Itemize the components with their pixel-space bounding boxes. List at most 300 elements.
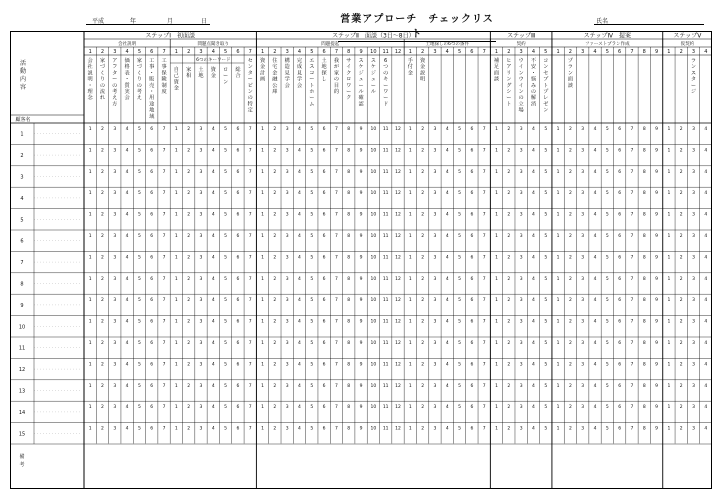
rating-value: 4 bbox=[211, 148, 215, 154]
rating-value: 7 bbox=[334, 319, 338, 325]
rating-value: 2 bbox=[101, 191, 104, 197]
item-label-char: 消 bbox=[530, 101, 537, 108]
item-label-char: 表 bbox=[124, 70, 130, 77]
item-label-char: ー bbox=[370, 82, 376, 89]
rating-value: 8 bbox=[642, 127, 646, 132]
rating-value: 3 bbox=[113, 234, 117, 239]
rating-value: 2 bbox=[507, 383, 511, 389]
item-label-char: 安 bbox=[530, 64, 537, 71]
rating-value: 2 bbox=[507, 234, 511, 239]
rating-value: 1 bbox=[408, 276, 412, 282]
rating-value: 2 bbox=[273, 341, 277, 346]
activity-label-char: 活 bbox=[19, 60, 27, 67]
rating-value: 8 bbox=[642, 191, 646, 197]
rating-value: 1 bbox=[261, 234, 264, 239]
day-label: 日 bbox=[201, 18, 208, 25]
row-number: 14 bbox=[18, 409, 26, 416]
rating-value: 3 bbox=[519, 191, 523, 197]
rating-value: 5 bbox=[544, 405, 548, 411]
item-label-char: イ bbox=[346, 64, 352, 71]
rating-value: 5 bbox=[137, 319, 141, 325]
item-label-char: 金 bbox=[420, 64, 426, 71]
rating-value: 10 bbox=[370, 212, 377, 218]
rating-value: 2 bbox=[187, 426, 191, 432]
item-label-char: づ bbox=[136, 64, 143, 71]
rating-value: 5 bbox=[605, 234, 609, 239]
rating-value: 2 bbox=[679, 298, 683, 304]
rating-value: 1 bbox=[667, 298, 671, 304]
rating-value: 5 bbox=[224, 426, 228, 432]
item-label-char: 成 bbox=[296, 64, 303, 71]
item-label-char: 考 bbox=[112, 89, 118, 95]
row-number: 9 bbox=[20, 302, 24, 309]
rating-value: 5 bbox=[137, 405, 141, 411]
rating-value: 1 bbox=[667, 383, 671, 389]
rating-value: 4 bbox=[125, 276, 129, 282]
rating-value: 9 bbox=[359, 212, 363, 218]
rating-value: 7 bbox=[162, 169, 166, 175]
rating-value: 3 bbox=[199, 191, 203, 197]
rating-value: 6 bbox=[322, 383, 326, 389]
rating-value: 4 bbox=[211, 341, 215, 346]
item-label-char: み bbox=[530, 82, 537, 89]
subgroup-header: 土地探しの6つの条件 bbox=[425, 42, 469, 47]
rating-value: 7 bbox=[482, 255, 486, 261]
column-number: 5 bbox=[457, 49, 462, 55]
rating-value: 2 bbox=[187, 383, 191, 389]
rating-value: 1 bbox=[556, 127, 560, 132]
rating-value: 8 bbox=[347, 276, 351, 282]
item-label-char: 険 bbox=[161, 76, 167, 83]
rating-value: 7 bbox=[248, 127, 252, 132]
rating-value: 7 bbox=[630, 276, 634, 282]
rating-value: 9 bbox=[359, 255, 363, 261]
rating-value: 5 bbox=[544, 127, 548, 132]
rating-value: 5 bbox=[458, 383, 462, 389]
rating-value: 2 bbox=[507, 319, 511, 325]
rating-value: 4 bbox=[704, 191, 708, 197]
rating-value: 6 bbox=[618, 341, 622, 346]
rating-value: 1 bbox=[495, 148, 498, 154]
rating-value: 12 bbox=[395, 255, 401, 261]
rating-value: 4 bbox=[445, 405, 449, 411]
item-label-char: ム bbox=[309, 101, 315, 108]
rating-value: 3 bbox=[581, 341, 585, 346]
rating-value: 6 bbox=[322, 319, 326, 325]
rating-value: 7 bbox=[334, 298, 338, 304]
rating-value: 2 bbox=[421, 426, 425, 432]
rating-value: 1 bbox=[261, 319, 264, 325]
rating-value: 8 bbox=[642, 405, 646, 411]
rating-value: 5 bbox=[544, 234, 548, 239]
column-number: 11 bbox=[382, 49, 389, 55]
item-label-char: 立 bbox=[518, 101, 524, 108]
rating-value: 3 bbox=[199, 212, 203, 218]
rating-value: 1 bbox=[408, 169, 412, 175]
rating-value: 4 bbox=[704, 405, 708, 411]
rating-value: 5 bbox=[310, 362, 314, 368]
rating-value: 4 bbox=[704, 319, 708, 325]
rating-value: 3 bbox=[199, 234, 203, 239]
rating-value: 7 bbox=[248, 169, 252, 175]
rating-value: 9 bbox=[359, 191, 363, 197]
column-number: 10 bbox=[370, 49, 377, 55]
rating-value: 2 bbox=[101, 426, 104, 432]
rating-value: 1 bbox=[408, 191, 412, 197]
rating-value: 10 bbox=[370, 276, 377, 282]
rating-value: 2 bbox=[421, 191, 425, 197]
item-label-char: ー bbox=[247, 76, 253, 83]
rating-value: 2 bbox=[187, 234, 191, 239]
item-label-char: え bbox=[112, 95, 118, 102]
rating-value: 7 bbox=[630, 362, 634, 368]
rating-value: 4 bbox=[445, 362, 449, 368]
rating-value: 12 bbox=[395, 212, 401, 218]
item-label-char: の bbox=[530, 89, 537, 95]
rating-value: 5 bbox=[458, 148, 462, 154]
rating-value: 11 bbox=[382, 426, 389, 432]
item-label-char: ン bbox=[518, 70, 524, 77]
rating-value: 4 bbox=[298, 298, 301, 304]
rating-value: 11 bbox=[382, 276, 389, 282]
rating-value: 7 bbox=[162, 319, 166, 325]
item-label-char: ト bbox=[543, 82, 549, 89]
rating-value: 4 bbox=[298, 383, 301, 389]
item-label-char: ー bbox=[309, 76, 315, 83]
item-label-char: ン bbox=[543, 107, 549, 114]
rating-value: 4 bbox=[298, 276, 301, 282]
rating-value: 3 bbox=[692, 362, 695, 368]
item-label-char: 補 bbox=[493, 58, 500, 64]
rating-value: 6 bbox=[322, 234, 326, 239]
rating-value: 5 bbox=[544, 319, 548, 325]
rating-value: 1 bbox=[174, 319, 178, 325]
rating-value: 3 bbox=[519, 383, 523, 389]
rating-value: 1 bbox=[88, 148, 92, 154]
rating-value: 2 bbox=[507, 276, 511, 282]
rating-value: 8 bbox=[642, 341, 646, 346]
item-label-char: ジ bbox=[370, 70, 376, 77]
rating-value: 6 bbox=[470, 383, 474, 389]
rating-value: 1 bbox=[408, 234, 412, 239]
rating-value: 3 bbox=[113, 426, 117, 432]
rating-value: 4 bbox=[445, 255, 449, 261]
item-label-char: セ bbox=[543, 70, 549, 77]
rating-value: 7 bbox=[162, 383, 166, 389]
rating-value: 7 bbox=[482, 169, 486, 175]
rating-value: 7 bbox=[248, 148, 252, 154]
rating-value: 7 bbox=[162, 405, 166, 411]
rating-value: 10 bbox=[370, 426, 377, 432]
rating-value: 3 bbox=[199, 169, 203, 175]
item-label-char: ゼ bbox=[543, 101, 549, 108]
rating-value: 3 bbox=[113, 169, 117, 175]
rating-value: 3 bbox=[113, 362, 117, 368]
rating-value: 7 bbox=[248, 426, 252, 432]
rating-value: 3 bbox=[519, 169, 523, 175]
rating-value: 2 bbox=[187, 212, 191, 218]
rating-value: 3 bbox=[581, 319, 585, 325]
rating-value: 5 bbox=[458, 255, 462, 261]
rating-value: 3 bbox=[519, 234, 523, 239]
rating-value: 6 bbox=[618, 383, 622, 389]
rating-value: 5 bbox=[137, 169, 141, 175]
column-number: 2 bbox=[100, 49, 105, 55]
rating-value: 2 bbox=[568, 255, 572, 261]
rating-value: 1 bbox=[667, 255, 671, 261]
rating-value: 7 bbox=[248, 191, 252, 197]
rating-value: 2 bbox=[421, 341, 425, 346]
item-label-char: 住 bbox=[272, 58, 278, 64]
rating-value: 4 bbox=[593, 405, 597, 411]
rating-value: 4 bbox=[593, 234, 597, 239]
rating-value: 6 bbox=[150, 383, 154, 389]
rating-value: 6 bbox=[618, 234, 622, 239]
rating-value: 6 bbox=[470, 169, 474, 175]
item-label-char: 付 bbox=[407, 64, 413, 71]
rating-value: 5 bbox=[137, 234, 141, 239]
rating-value: 6 bbox=[618, 276, 622, 282]
rating-value: 5 bbox=[605, 169, 609, 175]
rating-value: 7 bbox=[630, 212, 634, 218]
rating-value: 4 bbox=[445, 191, 449, 197]
column-number: 7 bbox=[248, 49, 252, 55]
rating-value: 1 bbox=[174, 298, 178, 304]
rating-value: 1 bbox=[408, 319, 412, 325]
rating-value: 4 bbox=[593, 426, 597, 432]
rating-value: 3 bbox=[285, 405, 289, 411]
rating-value: 1 bbox=[556, 212, 560, 218]
rating-value: 3 bbox=[113, 148, 117, 154]
rating-value: 3 bbox=[519, 148, 523, 154]
rating-value: 9 bbox=[359, 405, 363, 411]
rating-value: 10 bbox=[370, 148, 377, 154]
row-number: 13 bbox=[18, 388, 26, 395]
rating-value: 5 bbox=[605, 362, 609, 368]
rating-value: 5 bbox=[544, 341, 548, 346]
column-number: 7 bbox=[630, 49, 634, 55]
item-label-char: ー bbox=[112, 76, 118, 83]
item-label-char: プ bbox=[567, 58, 573, 64]
rating-value: 1 bbox=[261, 169, 264, 175]
rating-value: 2 bbox=[568, 234, 572, 239]
item-label-char: フ bbox=[112, 64, 118, 71]
rating-value: 4 bbox=[532, 405, 535, 411]
rating-value: 2 bbox=[421, 383, 425, 389]
rating-value: 12 bbox=[395, 362, 401, 368]
rating-value: 3 bbox=[113, 405, 117, 411]
rating-value: 5 bbox=[137, 276, 141, 282]
rating-value: 8 bbox=[642, 319, 646, 325]
column-number: 3 bbox=[433, 49, 437, 55]
rating-value: 4 bbox=[298, 362, 301, 368]
rating-value: 2 bbox=[507, 191, 511, 197]
rating-value: 10 bbox=[370, 319, 377, 325]
item-label-char: ー bbox=[309, 95, 315, 102]
era-label: 平成 bbox=[92, 18, 105, 25]
rating-value: 6 bbox=[236, 276, 240, 282]
rating-value: 4 bbox=[211, 191, 215, 197]
rating-value: 7 bbox=[334, 191, 338, 197]
rating-value: 6 bbox=[150, 276, 154, 282]
rating-value: 3 bbox=[581, 426, 585, 432]
rating-value: 3 bbox=[285, 148, 289, 154]
item-label-char: く bbox=[99, 70, 106, 77]
item-label-char: づ bbox=[99, 64, 106, 71]
rating-value: 2 bbox=[679, 148, 683, 154]
rating-value: 5 bbox=[544, 276, 548, 282]
client-label: 顧客名 bbox=[15, 117, 31, 123]
item-label-char: 融 bbox=[272, 76, 278, 83]
rating-value: 1 bbox=[88, 319, 92, 325]
rating-value: 4 bbox=[704, 127, 708, 132]
rating-value: 3 bbox=[199, 362, 203, 368]
rating-value: 11 bbox=[382, 341, 389, 346]
rating-value: 8 bbox=[642, 234, 646, 239]
rating-value: 4 bbox=[445, 212, 449, 218]
column-number: 5 bbox=[310, 49, 314, 55]
rating-value: 8 bbox=[347, 319, 351, 325]
rating-value: 4 bbox=[532, 383, 535, 389]
rating-value: 3 bbox=[433, 169, 437, 175]
subgroup-header: ファーストプラン作成 bbox=[585, 42, 630, 47]
column-number: 8 bbox=[347, 49, 351, 55]
rating-value: 6 bbox=[150, 148, 154, 154]
item-label-char: ン bbox=[567, 70, 573, 77]
rating-value: 2 bbox=[568, 405, 572, 411]
rating-value: 4 bbox=[593, 341, 597, 346]
rating-value: 2 bbox=[273, 234, 277, 239]
rating-value: 7 bbox=[334, 426, 338, 432]
rating-value: 1 bbox=[556, 362, 560, 368]
rating-value: 6 bbox=[470, 127, 474, 132]
rating-value: 10 bbox=[370, 383, 377, 389]
rating-value: 8 bbox=[642, 383, 646, 389]
rating-value: 3 bbox=[285, 127, 289, 132]
item-label-char: 金 bbox=[272, 70, 278, 77]
rating-value: 2 bbox=[101, 234, 104, 239]
item-label-char: ジ bbox=[690, 89, 697, 95]
item-label-char: ン bbox=[247, 89, 253, 95]
item-label-char: 我 bbox=[333, 58, 340, 64]
rating-value: 3 bbox=[692, 405, 695, 411]
item-label-char: れ bbox=[99, 95, 106, 102]
rating-value: 4 bbox=[211, 212, 215, 218]
item-label-char: 6 bbox=[384, 58, 388, 64]
rating-value: 7 bbox=[248, 362, 252, 368]
row-number: 3 bbox=[20, 174, 24, 181]
column-number: 5 bbox=[224, 49, 228, 55]
rating-value: 1 bbox=[88, 426, 92, 432]
rating-value: 2 bbox=[507, 255, 511, 261]
rating-value: 3 bbox=[692, 234, 695, 239]
rating-value: 1 bbox=[556, 169, 560, 175]
row-number: 2 bbox=[20, 153, 24, 160]
rating-value: 5 bbox=[137, 341, 141, 346]
rating-value: 5 bbox=[544, 298, 548, 304]
rating-value: 2 bbox=[507, 212, 511, 218]
item-label-char: 不 bbox=[530, 58, 537, 64]
rating-value: 2 bbox=[679, 426, 683, 432]
rating-value: 1 bbox=[88, 191, 92, 197]
rating-value: 5 bbox=[458, 169, 462, 175]
item-label-char: 庫 bbox=[272, 89, 278, 95]
rating-value: 4 bbox=[125, 298, 129, 304]
subgroup-header: 問題点聞き取り bbox=[197, 42, 230, 47]
rating-value: 4 bbox=[532, 426, 535, 432]
item-label-char: ラ bbox=[690, 58, 697, 64]
rating-value: 6 bbox=[470, 255, 474, 261]
item-label-char: ー bbox=[383, 95, 389, 102]
rating-value: 4 bbox=[298, 319, 301, 325]
subgroup-header: 契約 bbox=[516, 42, 526, 47]
rating-value: 6 bbox=[236, 212, 240, 218]
rating-value: 2 bbox=[679, 276, 683, 282]
item-label-char: 場 bbox=[518, 107, 524, 114]
rating-value: 3 bbox=[285, 383, 289, 389]
rating-value: 8 bbox=[642, 148, 646, 154]
rating-value: 2 bbox=[273, 405, 277, 411]
rating-value: 9 bbox=[359, 426, 363, 432]
rating-value: 6 bbox=[236, 234, 240, 239]
item-label-char: グ bbox=[506, 82, 512, 89]
item-label-char: 特 bbox=[247, 101, 253, 108]
rating-value: 7 bbox=[248, 319, 252, 325]
rating-value: 6 bbox=[150, 298, 154, 304]
rating-value: 6 bbox=[236, 148, 240, 154]
rating-value: 4 bbox=[532, 127, 535, 132]
rating-value: 11 bbox=[382, 234, 389, 239]
rating-value: 3 bbox=[433, 148, 437, 154]
rating-value: 7 bbox=[334, 127, 338, 132]
column-number: 1 bbox=[174, 49, 178, 55]
rating-value: 8 bbox=[347, 234, 351, 239]
rating-value: 4 bbox=[593, 319, 597, 325]
rating-value: 2 bbox=[101, 298, 104, 304]
rating-value: 7 bbox=[334, 148, 338, 154]
rating-value: 5 bbox=[458, 362, 462, 368]
rating-value: 7 bbox=[334, 255, 338, 261]
rating-value: 7 bbox=[630, 234, 634, 239]
rating-value: 2 bbox=[421, 298, 425, 304]
rating-value: 6 bbox=[322, 127, 326, 132]
rating-value: 2 bbox=[273, 276, 277, 282]
rating-value: 5 bbox=[605, 341, 609, 346]
rating-value: 3 bbox=[692, 341, 695, 346]
item-label-char: の bbox=[136, 82, 143, 89]
rating-value: 1 bbox=[667, 127, 671, 132]
rating-value: 6 bbox=[470, 362, 474, 368]
rating-value: 1 bbox=[495, 255, 498, 261]
rating-value: 3 bbox=[581, 276, 585, 282]
rating-value: 3 bbox=[433, 191, 437, 197]
rating-value: 4 bbox=[593, 212, 597, 218]
item-label-char: 学 bbox=[284, 76, 290, 83]
item-label-char: 保 bbox=[161, 70, 167, 77]
rating-value: 1 bbox=[261, 127, 264, 132]
rating-value: 4 bbox=[593, 362, 597, 368]
item-label-char: の bbox=[99, 82, 106, 89]
item-label-char: ー bbox=[346, 89, 352, 95]
item-label-char: 造 bbox=[284, 64, 290, 71]
rating-value: 10 bbox=[370, 362, 377, 368]
rating-value: 1 bbox=[408, 127, 412, 132]
rating-value: 2 bbox=[187, 341, 191, 346]
rating-value: 7 bbox=[162, 255, 166, 261]
item-label-char: ・ bbox=[530, 70, 537, 77]
rating-value: 6 bbox=[322, 298, 326, 304]
rating-value: 9 bbox=[655, 191, 659, 197]
